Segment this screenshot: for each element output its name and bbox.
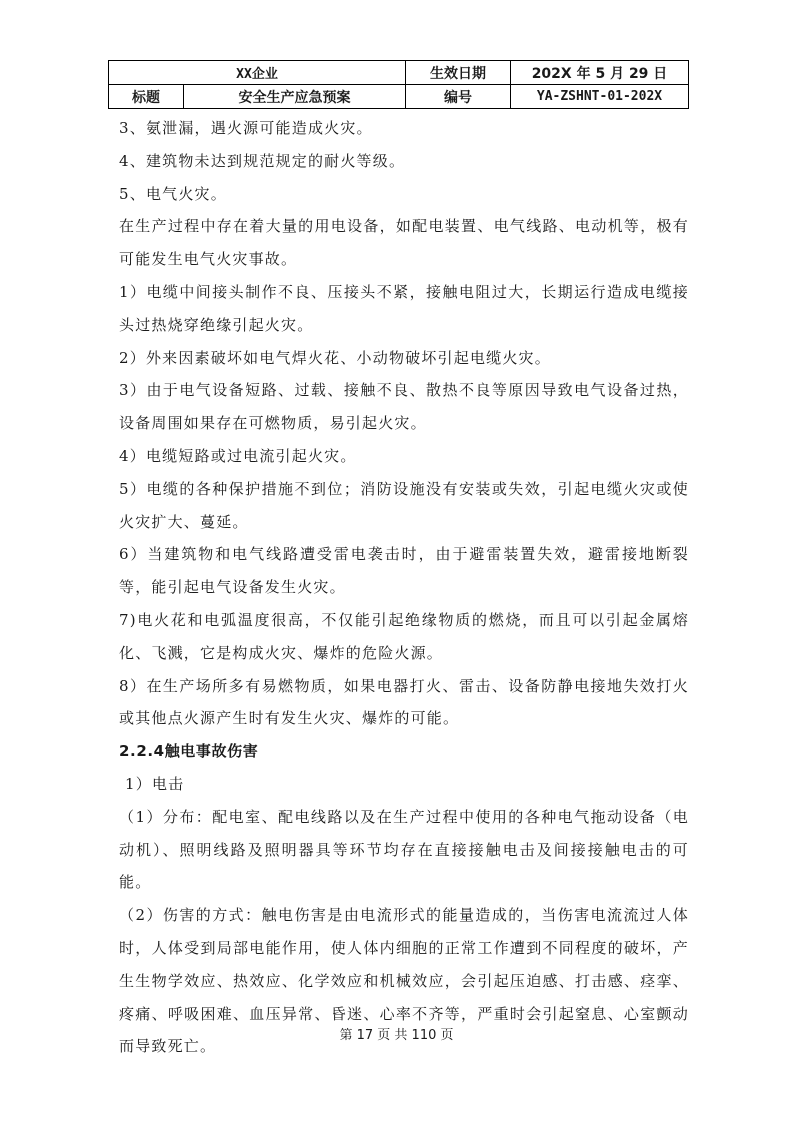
document-title: 安全生产应急预案 <box>184 85 406 109</box>
number-label: 编号 <box>406 85 511 109</box>
paragraph: （1）分布：配电室、配电线路以及在生产过程中使用的各种电气拖动设备（电动机）、照明线路及照明器具等环节均存在直接接触电击及间接接触电击的可能。 <box>119 807 689 892</box>
paragraph: 5、电气火灾。 <box>119 184 227 203</box>
paragraph: 1）电击 <box>125 774 185 793</box>
paragraph: 7)电火花和电弧温度很高，不仅能引起绝缘物质的燃烧，而且可以引起金属熔化、飞溅，它是构成火灾、爆炸的危险火源。 <box>119 610 689 662</box>
header-row-1 <box>109 61 689 85</box>
header-row-2 <box>109 85 689 109</box>
document-body <box>119 112 689 1063</box>
paragraph: 4）电缆短路或过电流引起火灾。 <box>119 446 357 465</box>
effective-date-value: 202X 年 5 月 29 日 <box>511 61 689 85</box>
paragraph: 2）外来因素破坏如电气焊火花、小动物破坏引起电缆火灾。 <box>119 348 551 367</box>
paragraph: 3、氨泄漏，遇火源可能造成火灾。 <box>119 119 373 137</box>
paragraph: 6）当建筑物和电气线路遭受雷电袭击时，由于避雷装置失效，避雷接地断裂等，能引起电气设备发生火灾。 <box>119 545 689 597</box>
document-number: YA-ZSHNT-01-202X <box>511 85 689 109</box>
section-heading: 2.2.4触电事故伤害 <box>119 742 259 761</box>
paragraph: 1）电缆中间接头制作不良、压接头不紧，接触电阻过大，长期运行造成电缆接头过热烧穿绝缘引起火灾。 <box>119 282 689 334</box>
effective-date-label: 生效日期 <box>406 61 511 85</box>
paragraph: （2）伤害的方式：触电伤害是由电流形式的能量造成的，当伤害电流流过人体时，人体受到局部电能作用，使人体内细胞的正常工作遭到不同程度的破坏，产生生物学效应、热效应、化学效应和机械效应，会引起压迫感、打击感、痉挛、疼痛、呼吸困难、血压异常、昏迷、心率不齐等，严重时会引起窒息、心室颤动而导致死亡。 <box>119 906 689 1056</box>
paragraph: 5）电缆的各种保护措施不到位；消防设施没有安装或失效，引起电缆火灾或使火灾扩大、蔓延。 <box>119 479 689 531</box>
paragraph: 3）由于电气设备短路、过载、接触不良、散热不良等原因导致电气设备过热，设备周围如果存在可燃物质，易引起火灾。 <box>119 381 689 433</box>
page-number: 第 17 页 共 110 页 <box>339 1028 454 1043</box>
title-label: 标题 <box>109 85 184 109</box>
paragraph: 4、建筑物未达到规范规定的耐火等级。 <box>119 151 406 170</box>
paragraph: 在生产过程中存在着大量的用电设备，如配电装置、电气线路、电动机等，极有可能发生电气火灾事故。 <box>119 217 689 269</box>
company-name: XX企业 <box>109 61 406 85</box>
document-header-table <box>108 60 689 109</box>
paragraph: 8）在生产场所多有易燃物质，如果电器打火、雷击、设备防静电接地失效打火或其他点火源产生时有发生火灾、爆炸的可能。 <box>119 676 689 728</box>
